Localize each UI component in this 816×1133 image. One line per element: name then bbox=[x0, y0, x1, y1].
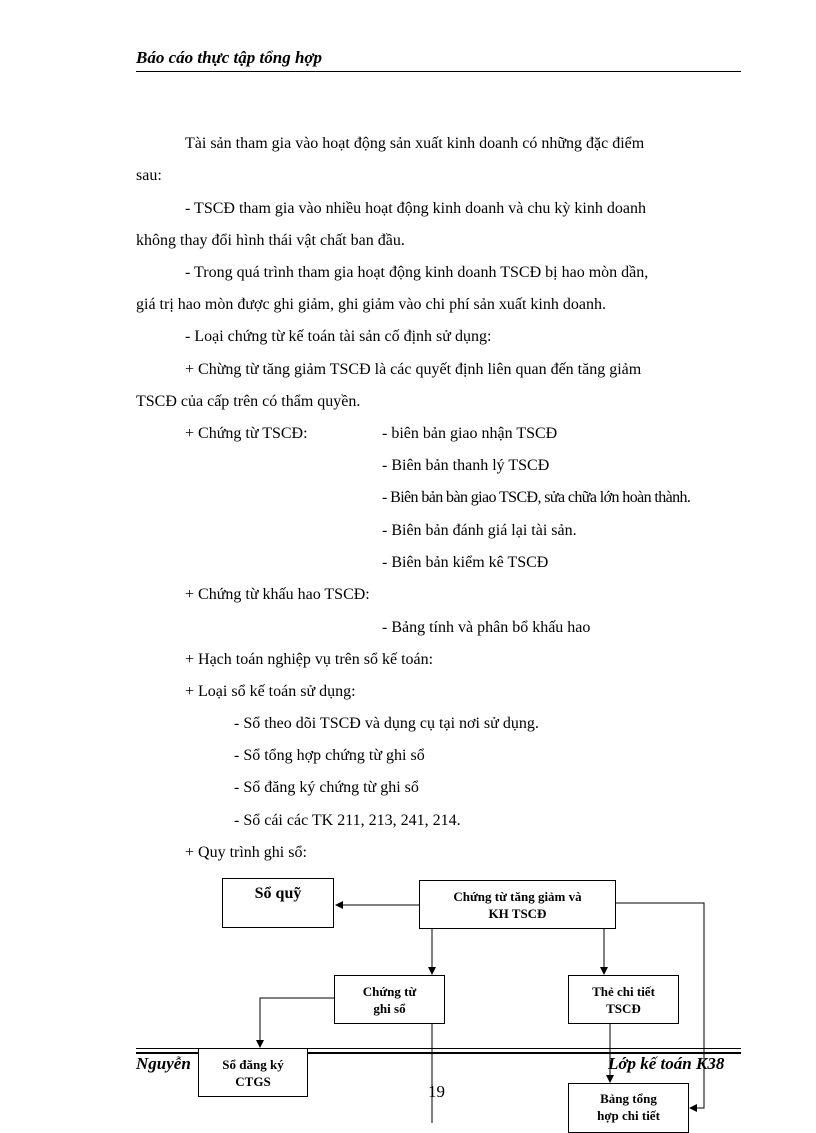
box-so-quy: Sổ quỹ bbox=[222, 878, 334, 928]
khau-hao-label: + Chứng từ khấu hao TSCĐ: bbox=[185, 586, 370, 603]
chung-tu-tscd-item: - Biên bản đánh giá lại tài sản. bbox=[382, 522, 577, 539]
paragraph-intro-line-1: Tài sản tham gia vào hoạt động sản xuất kinh doanh có những đặc điểm bbox=[185, 135, 645, 152]
paragraph-chung-tu-tang-giam-line-2: TSCĐ của cấp trên có thẩm quyền. bbox=[136, 393, 361, 410]
so-item: - Sổ tổng hợp chứng từ ghi sổ bbox=[234, 747, 425, 764]
hach-toan-line: + Hạch toán nghiệp vụ trên sổ kế toán: bbox=[185, 651, 434, 668]
paragraph-tscd2-line-1: - Trong quá trình tham gia hoạt động kinh doanh TSCĐ bị hao mòn dần, bbox=[185, 264, 649, 281]
box-the-chi-tiet: Thẻ chi tiết TSCĐ bbox=[568, 975, 679, 1024]
so-item: - Sổ theo dõi TSCĐ và dụng cụ tại nơi sử dụng. bbox=[234, 715, 539, 732]
page-header-title: Báo cáo thực tập tổng hợp bbox=[136, 48, 323, 67]
so-item: - Sổ cái các TK 211, 213, 241, 214. bbox=[234, 812, 461, 829]
box-so-dang-ky: Sổ đăng ký CTGS bbox=[198, 1048, 308, 1097]
chung-tu-tscd-label: + Chứng từ TSCĐ: bbox=[185, 425, 308, 442]
arrow-to-so-dang-ky bbox=[260, 998, 334, 1047]
paragraph-loai-chung-tu: - Loại chứng từ kế toán tài sản cố định sử dụng: bbox=[185, 328, 492, 345]
footer-class: Lớp kế toán K38 bbox=[608, 1054, 725, 1073]
paragraph-tscd1-line-1: - TSCĐ tham gia vào nhiều hoạt động kinh doanh và chu kỳ kinh doanh bbox=[185, 200, 646, 217]
paragraph-chung-tu-tang-giam-line-1: + Chừng từ tăng giảm TSCĐ là các quyết định liên quan đến tăng giảm bbox=[185, 361, 642, 378]
box-bang-tong-hop: Bảng tổng hợp chi tiết bbox=[568, 1083, 689, 1133]
chung-tu-tscd-item: - biên bản giao nhận TSCĐ bbox=[382, 425, 558, 442]
loai-so-line: + Loại sổ kế toán sử dụng: bbox=[185, 683, 356, 700]
paragraph-tscd2-line-2: giá trị hao mòn được ghi giảm, ghi giảm vào chi phí sản xuất kinh doanh. bbox=[136, 296, 606, 313]
khau-hao-item: - Bảng tính và phân bổ khấu hao bbox=[382, 619, 591, 636]
footer-author: Nguyễn bbox=[136, 1054, 191, 1073]
box-chung-tu-tang-giam: Chứng từ tăng giảm và KH TSCĐ bbox=[419, 880, 616, 929]
chung-tu-tscd-item: - Biên bản bàn giao TSCĐ, sửa chữa lớn hoàn thành. bbox=[382, 489, 691, 506]
so-item: - Sổ đăng ký chứng từ ghi sổ bbox=[234, 779, 419, 796]
paragraph-tscd1-line-2: không thay đổi hình thái vật chất ban đầu. bbox=[136, 232, 405, 249]
page-number: 19 bbox=[428, 1082, 445, 1101]
quy-trinh-label: + Quy trình ghi sổ: bbox=[185, 844, 307, 861]
paragraph-intro-line-2: sau: bbox=[136, 167, 162, 184]
chung-tu-tscd-item: - Biên bản kiểm kê TSCĐ bbox=[382, 554, 549, 571]
chung-tu-tscd-item: - Biên bản thanh lý TSCĐ bbox=[382, 457, 550, 474]
box-chung-tu-ghi-so: Chứng từ ghi sổ bbox=[334, 975, 445, 1024]
